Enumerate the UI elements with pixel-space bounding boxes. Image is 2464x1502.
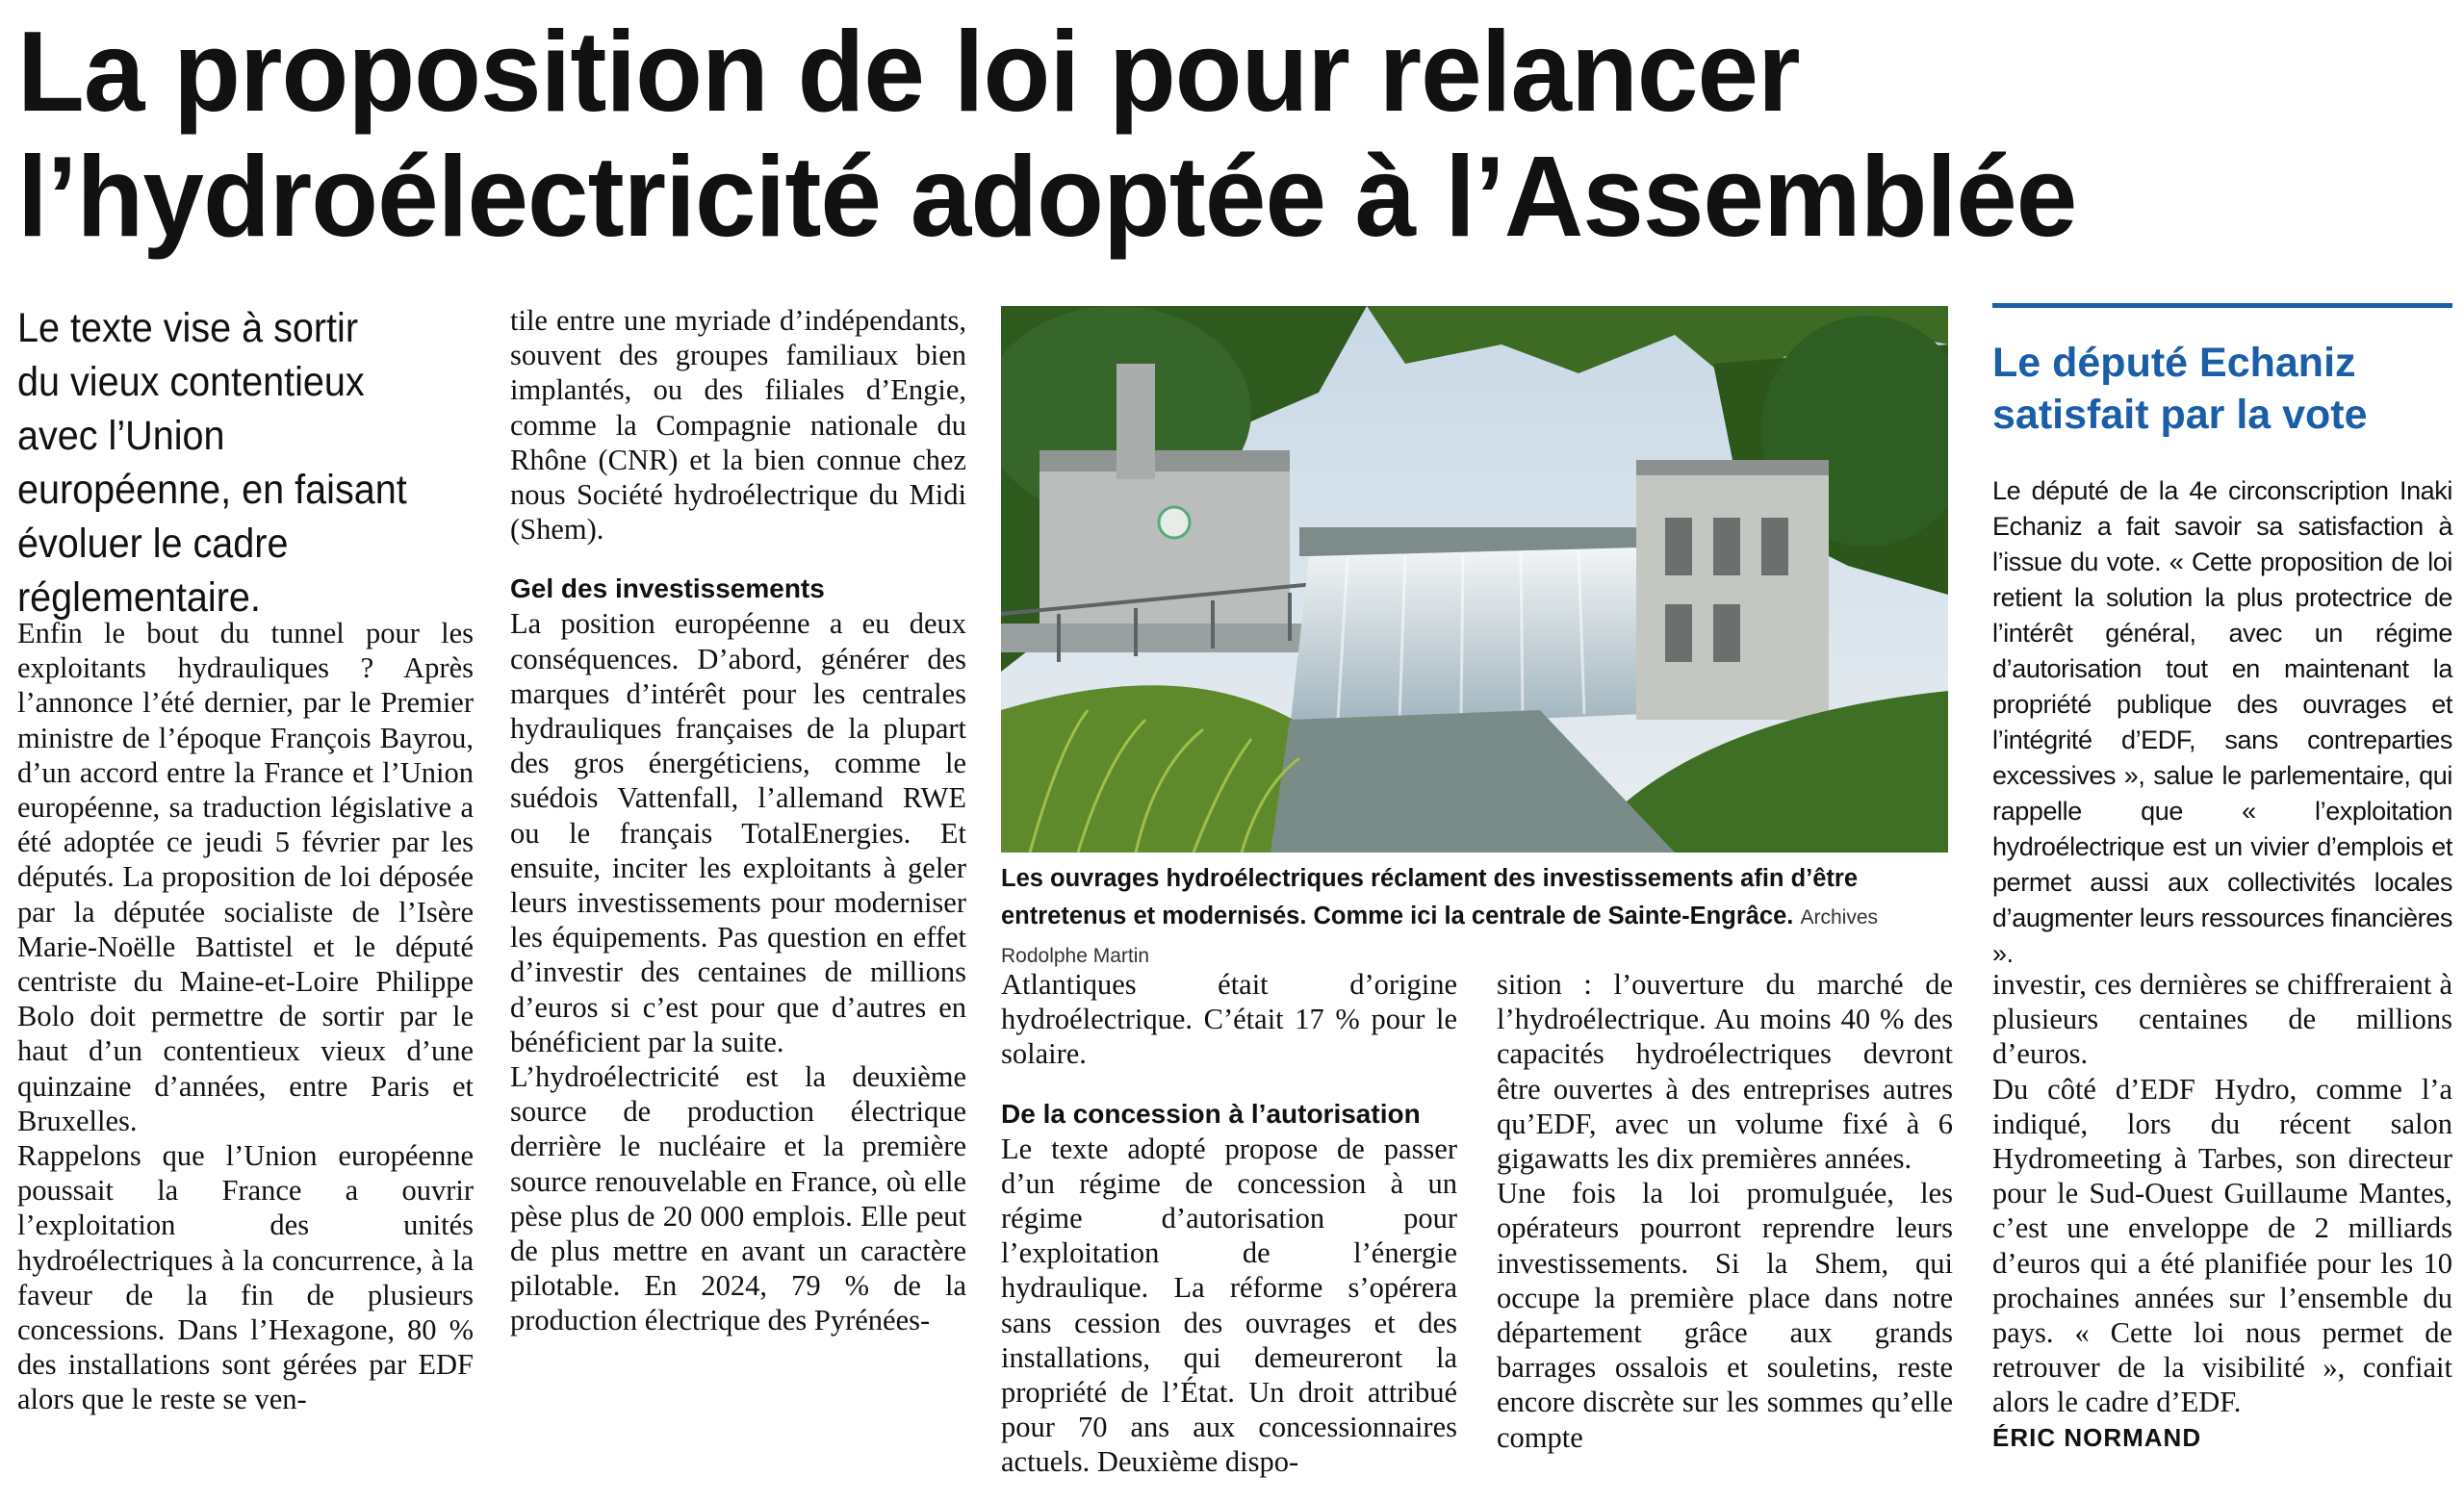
headline	[17, 8, 2077, 261]
article-standfirst: Le texte vise à sortir du vieux contentieux avec l’Union européenne, en faisant évoluer le cadre réglementaire.	[17, 305, 407, 621]
dam-photo	[1001, 306, 1948, 853]
sidebar-divider	[1992, 303, 2452, 308]
paragraph: Du côté d’EDF Hydro, comme l’a indiqué, lors du récent salon Hydromeeting à Tarbes, son directeur pour le Sud-Ouest Guillaume Mantes, c’est une enveloppe de 2 milliards d’euros qui a été planifiée pour les 10 prochaines années sur l’ensemble du pays. « Cette loi nous permet de retrouver de la visibilité », confiait alors le cadre d’EDF.	[1992, 1072, 2452, 1419]
paragraph: Une fois la loi promulguée, les opérateurs pourront reprendre leurs investissements. Si la Shem, qui occupe la première place dans notre département grâce aux grands barrages ossalois et souletins, reste encore discrète sur les sommes qu’elle compte	[1497, 1177, 1953, 1454]
subheading-investments: Gel des investissements	[510, 573, 825, 604]
dam-illustration	[1001, 306, 1948, 853]
article-column-5	[1992, 967, 2452, 1455]
article-column-1	[17, 616, 474, 1417]
paragraph: investir, ces dernières se chiffreraient à plusieurs centaines de millions d’euros.	[1992, 968, 2452, 1071]
photo-caption	[1001, 860, 1949, 975]
subheading-concession: De la concession à l’autorisation	[1001, 1098, 1421, 1129]
paragraph: sition : l’ouverture du marché de l’hydroélectrique. Au moins 40 % des capacités hydroélectriques devront être ouvertes à des entreprises autres qu’EDF, avec un volume fixé à 6 gigawatts les dix premières années.	[1497, 968, 1953, 1176]
article-column-4	[1497, 967, 1953, 1455]
author-byline: ÉRIC NORMAND	[1992, 1422, 2202, 1452]
paragraph: tile entre une myriade d’indépendants, souvent des groupes familiaux bien implantés, ou des filiales d’Engie, comme la Compagnie nationale du Rhône (CNR) et la bien connue chez nous Société hydroélectrique du Midi (Shem).	[510, 304, 966, 547]
headline-line-1: La proposition de loi pour relancer	[17, 8, 1800, 136]
caption-text: Les ouvrages hydroélectriques réclament des investissements afin d’être entretenus et modernisés. Comme ici la centrale de Sainte-Engrâce.	[1001, 865, 1859, 929]
article-column-2	[510, 303, 966, 1338]
photo-credit: Archives Rodolphe Martin	[1001, 906, 1878, 967]
headline-line-2: l’hydroélectricité adoptée à l’Assemblée	[17, 133, 2077, 261]
paragraph: La position européenne a eu deux conséquences. D’abord, générer des marques d’intérêt pour les centrales hydrauliques françaises de la plupart des gros énergéticiens, comme le suédois Vattenfall, l’allemand RWE ou le français TotalEnergies. Et ensuite, inciter les exploitants à geler leurs investissements pour moderniser les équipements. Pas question en effet d’investir des centaines de millions d’euros si c’est pour que d’autres en bénéficient par la suite.	[510, 607, 966, 1058]
paragraph: Atlantiques était d’origine hydroélectrique. C’était 17 % pour le solaire.	[1001, 968, 1457, 1071]
article-column-3	[1001, 967, 1457, 1480]
paragraph: Enfin le bout du tunnel pour les exploitants hydrauliques ? Après l’annonce l’été dernier, par le Premier ministre de l’époque François Bayrou, d’un accord entre la France et l’Union européenne, sa traduction législative a été adoptée ce jeudi 5 février par les députés. La proposition de loi déposée par la députée socialiste de l’Isère Marie-Noëlle Battistel et le député centriste du Maine-et-Loire Philippe Bolo doit permettre de sortir par le haut d’un contentieux vieux d’une quinzaine d’années, entre Paris et Bruxelles.	[17, 617, 474, 1137]
paragraph: Rappelons que l’Union européenne poussait la France a ouvrir l’exploitation des unités hydroélectriques à la concurrence, à la faveur de la fin de plusieurs concessions. Dans l’Hexagone, 80 % des installations sont gérées par EDF alors que le reste se ven-	[17, 1139, 474, 1416]
sidebar-body: Le député de la 4e circonscription Inaki Echaniz a fait savoir sa satisfaction à l’issue du vote. « Cette proposition de loi retient la solution la plus protectrice de l’intérêt général, avec un régime d’autorisation tout en maintenant la propriété publique des ouvrages et l’intégrité d’EDF, sans contreparties excessives », salue le parlementaire, qui rappelle que « l’exploitation hydroélectrique est un vivier d’emplois et permet aussi aux collectivités locales d’augmenter leurs ressources financières ».	[1992, 476, 2452, 968]
paragraph: Le texte adopté propose de passer d’un régime de concession à un régime d’autorisation pour l’exploitation de l’énergie hydraulique. La réforme s’opérera sans cession des ouvrages et des installations, qui demeureront la propriété de l’État. Un droit attribué pour 70 ans aux concessionnaires actuels. Deuxième dispo-	[1001, 1132, 1457, 1479]
paragraph: L’hydroélectricité est la deuxième source de production électrique derrière le nucléaire et la première source renouvelable en France, où elle pèse plus de 20 000 emplois. Elle peut de plus mettre en avant un caractère pilotable. En 2024, 79 % de la production électrique des Pyrénées-	[510, 1060, 966, 1337]
sidebar-title: Le député Echaniz satisfait par la vote	[1992, 340, 2368, 438]
